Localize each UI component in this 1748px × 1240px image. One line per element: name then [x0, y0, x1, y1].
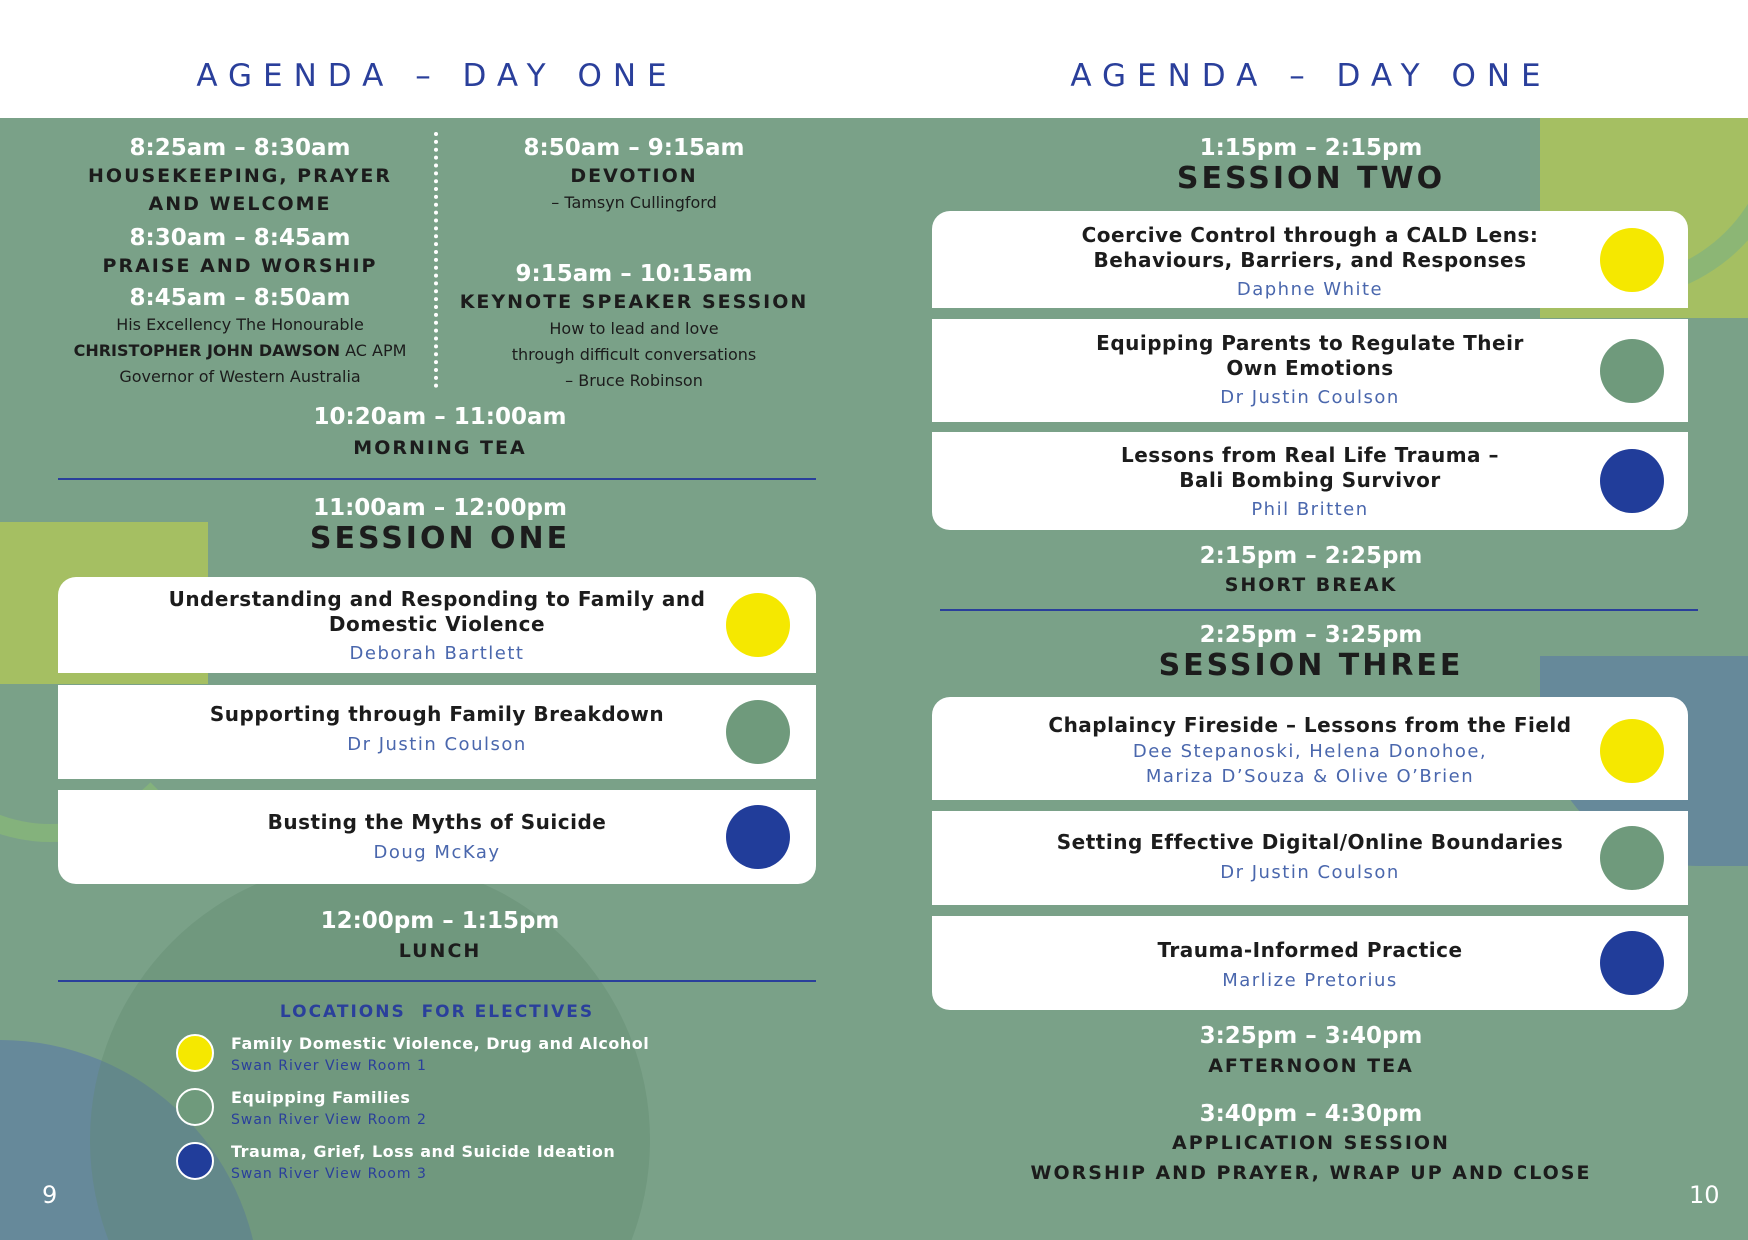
card-title: Domestic Violence	[328, 612, 546, 636]
session-card[interactable]	[58, 790, 816, 884]
agenda-item-housekeeping	[40, 134, 440, 218]
card-title: Lessons from Real Life Trauma –	[1120, 443, 1500, 467]
agenda-item-devotion	[444, 134, 824, 216]
detail-line: – Bruce Robinson	[565, 371, 703, 390]
card-title: Supporting through Family Breakdown	[209, 702, 665, 726]
card-speaker: Phil Britten	[1251, 499, 1369, 520]
green-location-dot	[1600, 339, 1664, 403]
session-card[interactable]	[932, 432, 1688, 530]
card-speaker: Deborah Bartlett	[349, 643, 525, 664]
session-title: SESSION ONE	[309, 521, 571, 556]
agenda-item-worship	[40, 224, 440, 280]
legend-title: Trauma, Grief, Loss and Suicide Ideation	[231, 1142, 616, 1161]
locations-heading: LOCATIONS FOR ELECTIVES	[279, 1002, 595, 1022]
navy-location-dot	[726, 805, 790, 869]
item-label: APPLICATION SESSION	[1172, 1132, 1450, 1154]
item-label: WORSHIP AND PRAYER, WRAP UP AND CLOSE	[1030, 1162, 1592, 1184]
divider-line	[940, 609, 1698, 611]
legend-navy-dot	[176, 1142, 214, 1180]
card-speaker: Daphne White	[1236, 279, 1384, 300]
item-label: PRAISE AND WORSHIP	[102, 255, 378, 277]
time-label: 8:25am – 8:30am	[129, 135, 351, 161]
agenda-item-afternoon-tea	[874, 1022, 1748, 1080]
card-title: Busting the Myths of Suicide	[267, 810, 607, 834]
page-title: AGENDA – DAY ONE	[196, 58, 678, 94]
time-label: 12:00pm – 1:15pm	[320, 908, 560, 934]
item-label: DEVOTION	[570, 165, 698, 187]
card-title: Chaplaincy Fireside – Lessons from the Field	[1048, 713, 1572, 737]
page-number: 10	[1689, 1181, 1720, 1209]
legend-room: Swan River View Room 3	[231, 1166, 427, 1182]
divider-line	[58, 478, 816, 480]
yellow-location-dot	[1600, 719, 1664, 783]
legend-yellow-dot	[176, 1034, 214, 1072]
card-title: Setting Effective Digital/Online Boundaries	[1056, 830, 1564, 854]
card-speaker: Dr Justin Coulson	[1220, 387, 1400, 408]
item-label: HOUSEKEEPING, PRAYER	[88, 165, 392, 187]
card-speaker: Dr Justin Coulson	[347, 734, 527, 755]
time-label: 10:20am – 11:00am	[313, 404, 567, 430]
agenda-item-keynote	[444, 260, 824, 394]
item-label: MORNING TEA	[353, 437, 527, 459]
session-title: SESSION TWO	[1176, 161, 1446, 196]
session-card[interactable]	[932, 211, 1688, 308]
detail-line: – Tamsyn Cullingford	[551, 193, 717, 212]
time-label: 8:30am – 8:45am	[129, 225, 351, 251]
page-title: AGENDA – DAY ONE	[1070, 58, 1552, 94]
yellow-location-dot	[1600, 228, 1664, 292]
legend-green-dot	[176, 1088, 214, 1126]
detail-line: His Excellency The Honourable	[116, 315, 364, 334]
card-title: Own Emotions	[1226, 356, 1394, 380]
session-card[interactable]	[932, 319, 1688, 422]
time-label: 11:00am – 12:00pm	[313, 495, 567, 521]
time-label: 9:15am – 10:15am	[515, 261, 753, 287]
card-title: Bali Bombing Survivor	[1179, 468, 1441, 492]
yellow-location-dot	[726, 593, 790, 657]
session-title: SESSION THREE	[1158, 648, 1464, 683]
legend-title: Equipping Families	[231, 1088, 411, 1107]
item-label: AND WELCOME	[148, 193, 332, 215]
navy-location-dot	[1600, 931, 1664, 995]
divider-line	[58, 980, 816, 982]
session-card[interactable]	[932, 811, 1688, 905]
card-title: Understanding and Responding to Family and	[168, 587, 706, 611]
agenda-item-governor	[40, 284, 440, 390]
card-title: Behaviours, Barriers, and Responses	[1093, 248, 1527, 272]
card-speaker: Dee Stepanoski, Helena Donohoe,	[1132, 741, 1488, 762]
green-location-dot	[726, 700, 790, 764]
detail-line: Governor of Western Australia	[119, 367, 361, 386]
time-label: 1:15pm – 2:15pm	[1199, 135, 1423, 161]
card-speaker: Dr Justin Coulson	[1220, 862, 1400, 883]
agenda-item-application	[874, 1100, 1748, 1187]
page-number: 9	[42, 1181, 58, 1209]
detail-line: through difficult conversations	[511, 345, 757, 364]
item-label: KEYNOTE SPEAKER SESSION	[459, 291, 809, 313]
card-title: Equipping Parents to Regulate Their	[1096, 331, 1524, 355]
session-card[interactable]	[932, 916, 1688, 1010]
time-label: 3:25pm – 3:40pm	[1199, 1023, 1423, 1049]
card-speaker: Doug McKay	[373, 842, 501, 863]
column-divider	[434, 132, 438, 388]
legend-title: Family Domestic Violence, Drug and Alcohol	[231, 1034, 650, 1053]
session-card[interactable]	[932, 697, 1688, 800]
legend-room: Swan River View Room 2	[231, 1112, 427, 1128]
time-label: 2:15pm – 2:25pm	[1199, 543, 1423, 569]
card-speaker: Mariza D’Souza & Olive O’Brien	[1145, 766, 1475, 787]
detail-line	[40, 338, 440, 364]
card-title: Trauma-Informed Practice	[1157, 938, 1463, 962]
governor-name: CHRISTOPHER JOHN DAWSON	[73, 341, 340, 360]
green-location-dot	[1600, 826, 1664, 890]
session-card[interactable]	[58, 685, 816, 779]
session-three-header	[874, 621, 1748, 683]
agenda-item-morning-tea	[40, 403, 840, 462]
session-card[interactable]	[58, 577, 816, 673]
item-label: SHORT BREAK	[1224, 574, 1398, 596]
item-label: LUNCH	[398, 940, 482, 962]
governor-suffix: AC APM	[340, 341, 407, 360]
time-label: 8:45am – 8:50am	[129, 285, 351, 311]
time-label: 3:40pm – 4:30pm	[1199, 1101, 1423, 1127]
time-label: 8:50am – 9:15am	[523, 135, 745, 161]
navy-location-dot	[1600, 449, 1664, 513]
agenda-item-lunch	[40, 907, 840, 965]
legend-room: Swan River View Room 1	[231, 1058, 427, 1074]
agenda-item-short-break	[874, 542, 1748, 599]
detail-line: How to lead and love	[549, 319, 719, 338]
time-label: 2:25pm – 3:25pm	[1199, 622, 1423, 648]
card-speaker: Marlize Pretorius	[1222, 970, 1398, 991]
card-title: Coercive Control through a CALD Lens:	[1081, 223, 1539, 247]
item-label: AFTERNOON TEA	[1208, 1055, 1414, 1077]
right-page	[874, 0, 1748, 1240]
session-one-header	[40, 494, 840, 556]
session-two-header	[874, 134, 1748, 196]
